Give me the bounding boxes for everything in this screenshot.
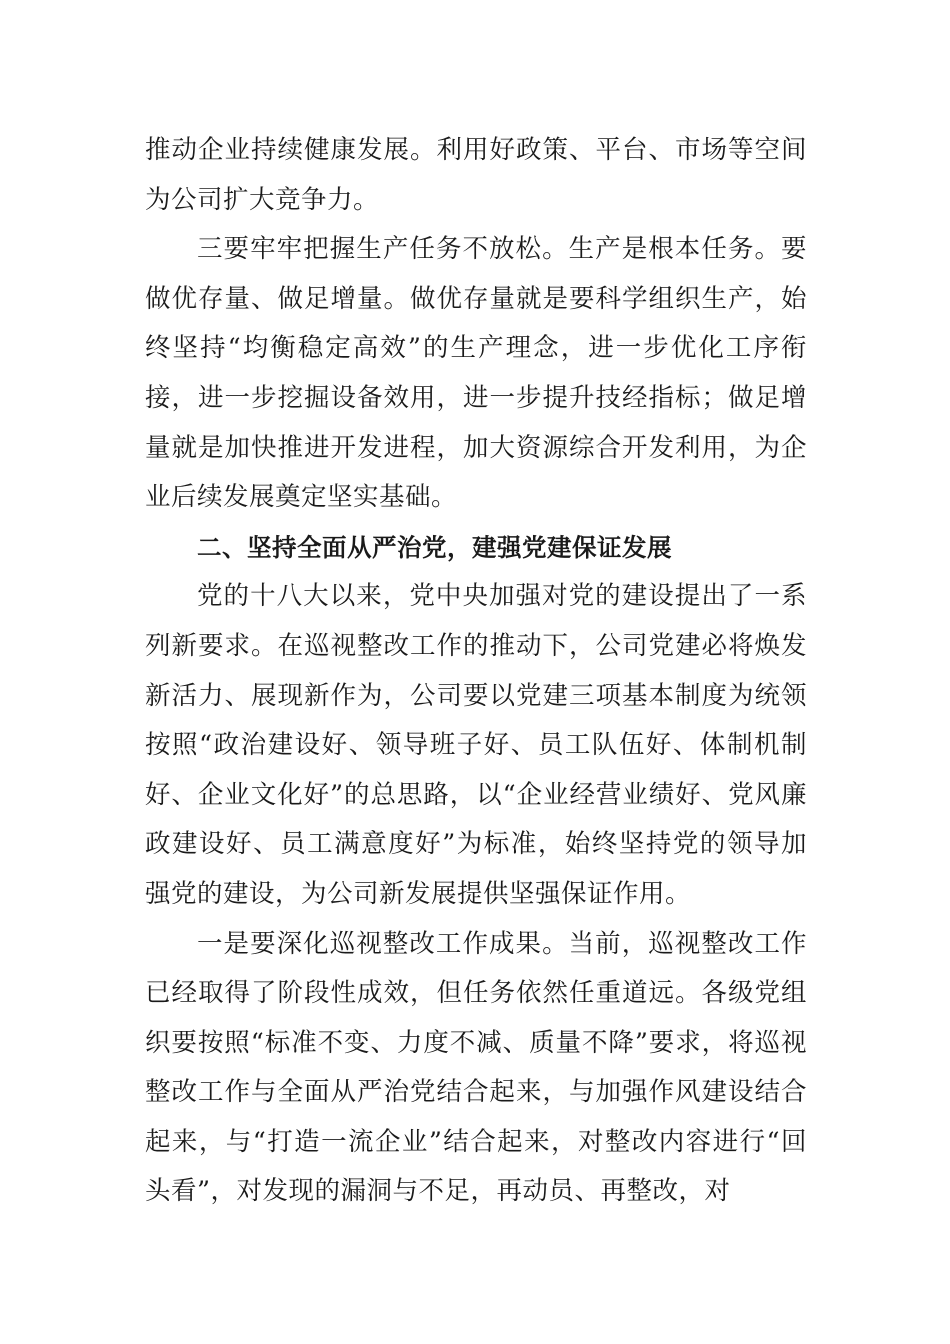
- paragraph-production-tasks: 三要牢牢把握生产任务不放松。生产是根本任务。要做优存量、做足增量。做优存量就是要科学组织生产，始终坚持“均衡稳定高效”的生产理念，进一步优化工序衔接，进一步挖掘设备效用，进一步提升技经指标；做足增量就是加快推进开发进程，加大资源综合开发利用，为企业后续发展奠定坚实基础。: [145, 234, 807, 513]
- section-heading: 二、坚持全面从严治党，建强党建保证发展: [197, 532, 672, 562]
- paragraph-party-building: 党的十八大以来，党中央加强对党的建设提出了一系列新要求。在巡视整改工作的推动下，公司党建必将焕发新活力、展现新作为，公司要以党建三项基本制度为统领按照“政治建设好、领导班子好、员工队伍好、体制机制好、企业文化好”的总思路，以“企业经营业绩好、党风廉政建设好、员工满意度好”为标准，始终坚持党的领导加强党的建设，为公司新发展提供坚强保证作用。: [145, 581, 807, 909]
- paragraph-inspection-rectification: 一是要深化巡视整改工作成果。当前，巡视整改工作已经取得了阶段性成效，但任务依然任重道远。各级党组织要按照“标准不变、力度不减、质量不降”要求，将巡视整改工作与全面从严治党结合起来，与加强作风建设结合起来，与“打造一流企业”结合起来，对整改内容进行“回头看”，对发现的漏洞与不足，再动员、再整改，对: [145, 928, 807, 1207]
- paragraph-continuation: 推动企业持续健康发展。利用好政策、平台、市场等空间为公司扩大竞争力。: [145, 135, 807, 215]
- document-body: [145, 126, 807, 1217]
